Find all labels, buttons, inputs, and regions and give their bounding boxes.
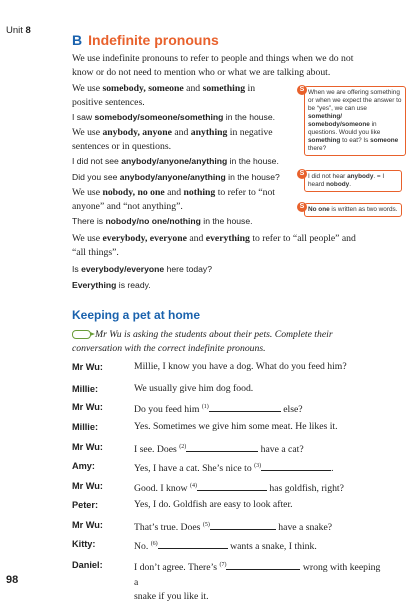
blank-number: (2) — [179, 444, 187, 450]
dialogue-text: I see. Does $^{(2)}$ have a cat? — [134, 444, 304, 456]
answer-blank[interactable] — [261, 461, 331, 471]
speaker-name: Kitty: — [72, 539, 96, 549]
exercise-subtitle: Keeping a pet at home — [72, 308, 201, 322]
speaker-name: Millie: — [72, 422, 99, 432]
section-heading: Indefinite pronouns — [88, 32, 219, 48]
dialogue-text: We usually give him dog food. — [134, 383, 254, 394]
answer-blank[interactable] — [197, 481, 267, 491]
speaker-name: Mr Wu: — [72, 481, 103, 491]
dialogue-text: Yes. Sometimes we give him some meat. He likes it. — [134, 421, 338, 432]
blank-number: (3) — [254, 463, 262, 469]
dialogue-text: That’s true. Does $^{(5)}$ have a snake? — [134, 522, 333, 534]
every-example-1: Is everybody/everyone here today? — [72, 264, 212, 274]
dialogue-text: Yes, I do. Goldfish are easy to look after. — [134, 499, 293, 510]
section-letter: B — [72, 32, 83, 48]
unit-label: Unit 8 — [6, 25, 31, 36]
speaker-name: Millie: — [72, 384, 99, 394]
any-rule: We use anybody, anyone and anything in negative sentences or in questions. — [72, 127, 273, 153]
blank-number: (5) — [202, 522, 210, 528]
dialogue-text: No. $^{(6)}$ wants a snake, I think. — [134, 541, 317, 553]
speaker-name: Mr Wu: — [72, 520, 103, 530]
side-note-no-one: S No one is written as two words. — [304, 203, 402, 217]
answer-blank[interactable] — [209, 402, 281, 412]
answer-blank[interactable] — [210, 520, 276, 530]
speaker-name: Peter: — [72, 500, 99, 510]
every-example-2: Everything is ready. — [72, 280, 151, 290]
blank-number: (6) — [150, 541, 158, 547]
dialogue-text: I don’t agree. There’s $^{(7)}$ wrong with keeping a snake if you like it. — [134, 562, 381, 603]
some-rule: We use somebody, someone and something in positive sentences. — [72, 83, 256, 109]
any-example-1: I did not see anybody/anyone/anything in the house. — [72, 156, 279, 166]
speaker-name: Daniel: — [72, 560, 103, 570]
note-icon: S — [297, 202, 307, 212]
any-example-2: Did you see anybody/anyone/anything in the house? — [72, 172, 280, 182]
exercise-instruction: Mr Wu is asking the students about their pets. Complete their conversation with the correct indefinite pronouns. — [72, 329, 333, 354]
section-title — [72, 32, 219, 48]
every-rule: We use everybody, everyone and everything to refer to “all people” and “all things”. — [72, 233, 356, 259]
speaker-name: Mr Wu: — [72, 402, 103, 412]
dialogue-text: Do you feed him $^{(1)}$ else? — [134, 404, 303, 416]
note-icon: S — [297, 169, 307, 179]
blank-number: (1) — [201, 404, 209, 410]
no-example: There is nobody/no one/nothing in the house. — [72, 216, 253, 226]
answer-blank[interactable] — [158, 539, 228, 549]
dialogue-text: Good. I know $^{(4)}$ has goldfish, right? — [134, 483, 344, 495]
no-rule: We use nobody, no one and nothing to refer to “not anyone” and “not anything”. — [72, 187, 275, 213]
side-note-something: S When we are offering something or when we expect the answer to be “yes”, we can use something/ somebody/someone in questions. Would you like something to eat? Is someone there? — [304, 86, 406, 156]
speaker-name: Mr Wu: — [72, 442, 103, 452]
dialogue-text: Millie, I know you have a dog. What do you feed him? — [134, 361, 347, 372]
page-number: 98 — [6, 574, 19, 586]
blank-number: (4) — [189, 483, 197, 489]
pencil-icon — [72, 330, 91, 339]
answer-blank[interactable] — [226, 560, 300, 570]
side-note-anybody: S I did not hear anybody. = I heard nobody. — [304, 170, 402, 192]
intro-paragraph: We use indefinite pronouns to refer to people and things when we do not know or do not need to mention who or what we are talking about. — [72, 53, 354, 79]
note-icon: S — [297, 85, 307, 95]
dialogue-text: Yes, I have a cat. She’s nice to $^{(3)}$ . — [134, 463, 334, 475]
blank-number: (7) — [219, 562, 227, 568]
answer-blank[interactable] — [186, 442, 258, 452]
speaker-name: Mr Wu: — [72, 362, 103, 372]
speaker-name: Amy: — [72, 461, 95, 471]
some-example: I saw somebody/someone/something in the house. — [72, 112, 275, 122]
